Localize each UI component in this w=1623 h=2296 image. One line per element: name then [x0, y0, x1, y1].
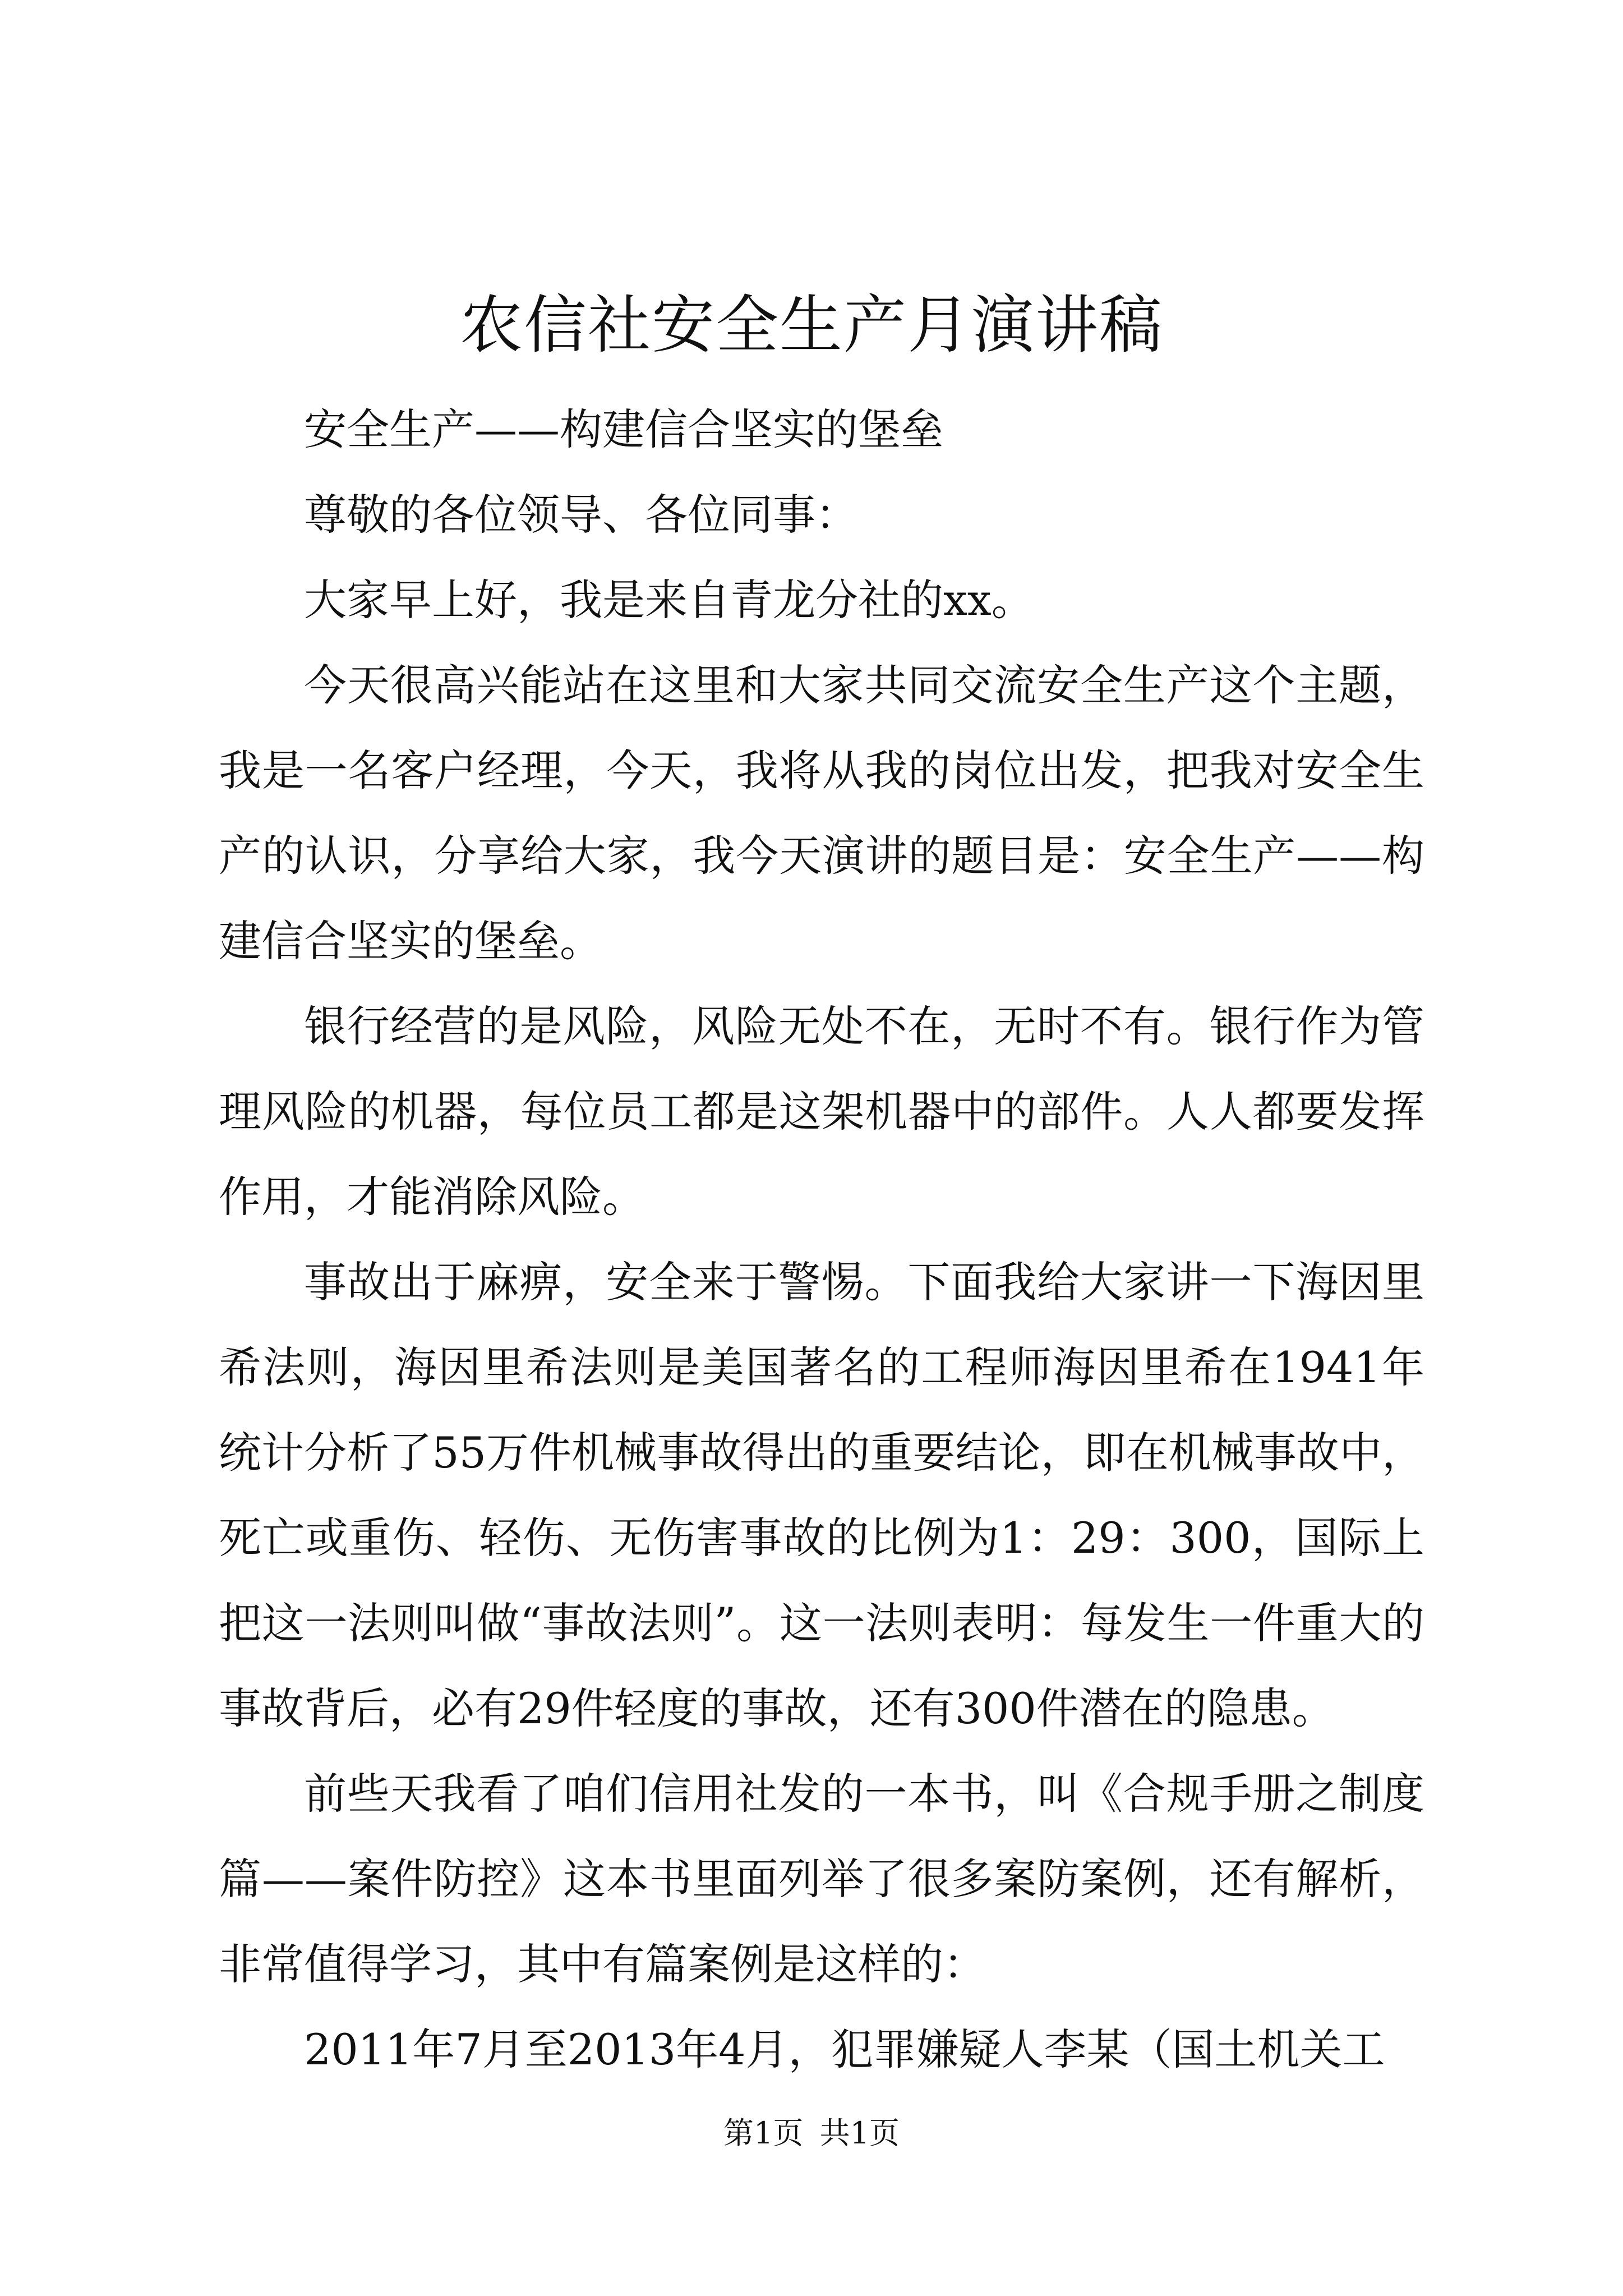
- paragraph-intro: 今天很高兴能站在这里和大家共同交流安全生产这个主题，我是一名客户经理，今天，我将从我的岗位出发，把我对安全生产的认识，分享给大家，我今天演讲的题目是：安全生产——构建信合坚实的堡垒。: [219, 660, 1424, 966]
- page-total: 共1页: [819, 2115, 900, 2151]
- paragraph-risk: 银行经营的是风险，风险无处不在，无时不有。银行作为管理风险的机器，每位员工都是这架机器中的部件。人人都要发挥作用，才能消除风险。: [219, 1001, 1424, 1222]
- paragraph-greeting: 大家早上好，我是来自青龙分社的xx。: [304, 575, 1034, 625]
- document-body: [219, 387, 1424, 2092]
- page-number: 第1页: [723, 2115, 804, 2151]
- paragraph-heinrich-law: 事故出于麻痹，安全来于警惕。下面我给大家讲一下海因里希法则，海因里希法则是美国著名的工程师海因里希在1941年统计分析了55万件机械事故得出的重要结论，即在机械事故中，死亡或重伤、轻伤、无伤害事故的比例为1：29：300，国际上把这一法则叫做“事故法则”。这一法则表明：每发生一件重大的事故背后，必有29件轻度的事故，还有300件潜在的隐患。: [219, 1257, 1424, 1733]
- paragraph-subtitle: 安全生产——构建信合坚实的堡垒: [304, 404, 943, 454]
- paragraph-salutation: 尊敬的各位领导、各位同事：: [304, 490, 858, 540]
- document-title: 农信社安全生产月演讲稿: [460, 289, 1163, 362]
- paragraph-compliance-book: 前些天我看了咱们信用社发的一本书，叫《合规手册之制度篇——案件防控》这本书里面列举了很多案防案例，还有解析，非常值得学习，其中有篇案例是这样的：: [219, 1769, 1424, 1989]
- paragraph-case: 2011年7月至2013年4月，犯罪嫌疑人李某（国土机关工: [304, 2024, 1385, 2074]
- page-footer: [0, 2114, 1623, 2153]
